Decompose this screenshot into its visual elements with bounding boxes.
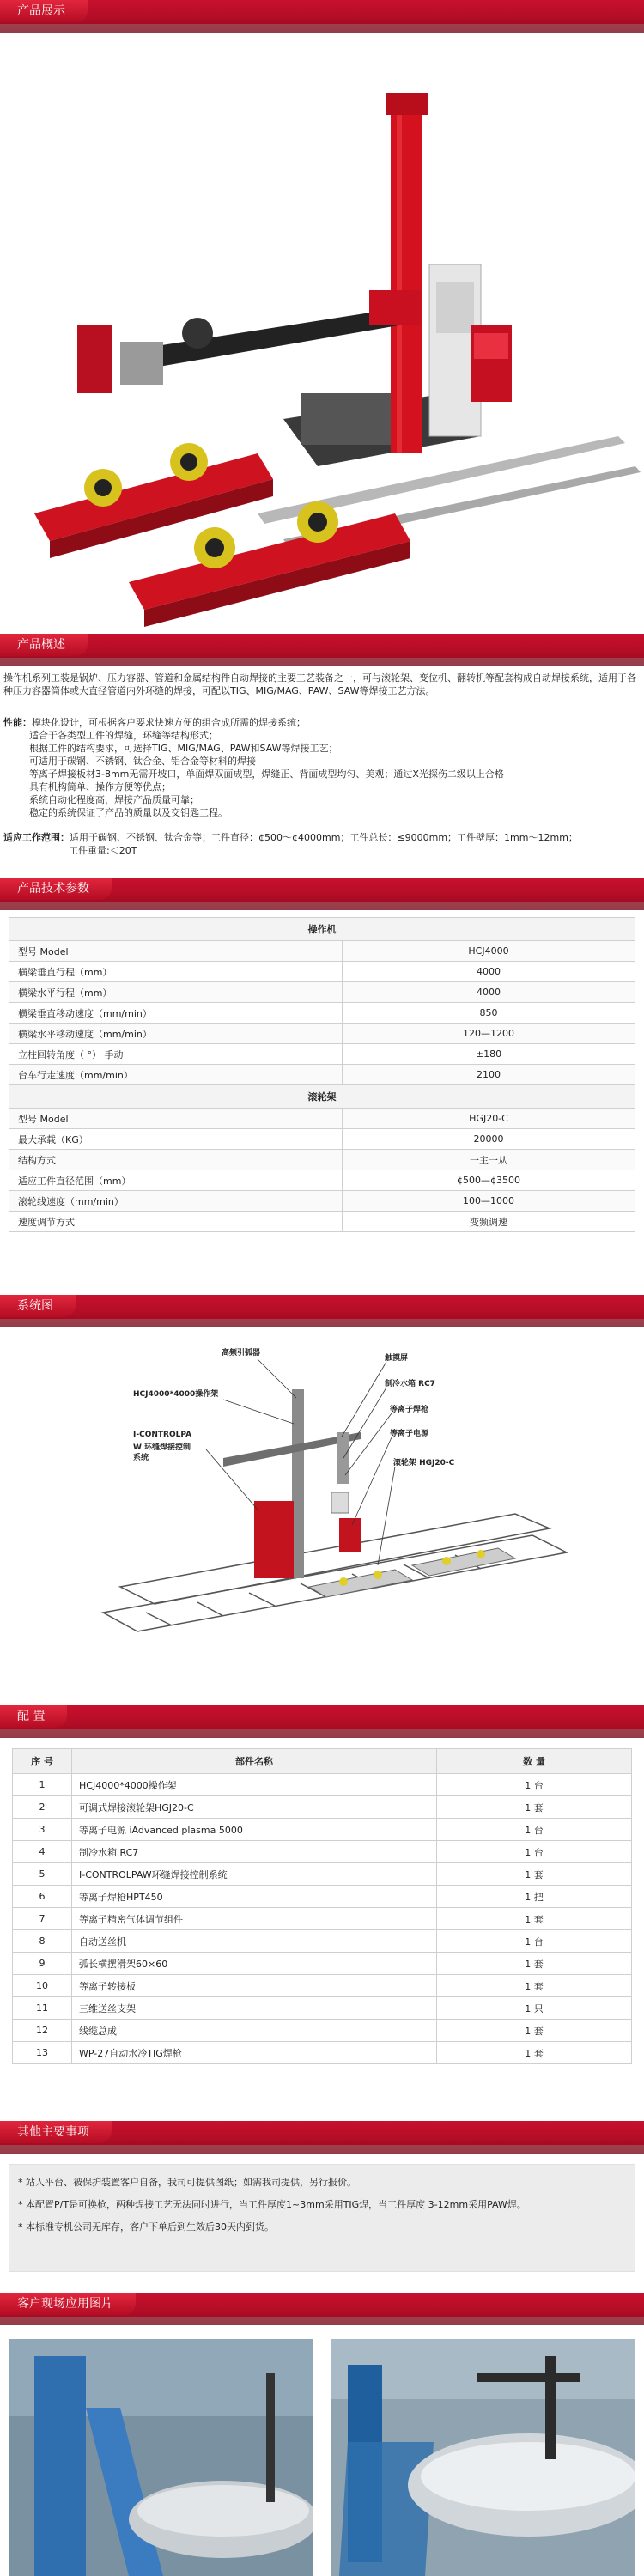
feature-item: 适合于各类型工件的焊缝，环缝等结构形式；: [29, 730, 218, 741]
range-line: 适应工作范围：适用于碳钢、不锈钢、钛合金等；工件直径：¢500～¢4000mm；工件总长：≤9000mm；工件壁厚：1mm～12mm；: [3, 832, 578, 843]
config-qty: 1 台: [437, 1841, 632, 1863]
spec-row: [9, 1003, 635, 1024]
label-touch-screen: 触摸屏: [385, 1354, 409, 1363]
col-qty: 数 量: [437, 1749, 632, 1774]
spec-value: 4000: [343, 962, 635, 982]
spec-row: [9, 1065, 635, 1085]
config-row: [13, 1975, 632, 1997]
label-plasma-power: 等离子电源: [390, 1430, 429, 1438]
spec-value: HGJ20-C: [343, 1109, 635, 1129]
config-row: [13, 1819, 632, 1841]
config-part-name: 弧长横摆滑架60×60: [72, 1953, 437, 1975]
config-part-name: I-CONTROLPAW环缝焊接控制系统: [72, 1863, 437, 1886]
spec-row: [9, 1109, 635, 1129]
config-no: 10: [13, 1975, 72, 1997]
section-header-config: [0, 1705, 644, 1738]
section-title: 其他主要事项: [0, 2121, 112, 2143]
config-part-name: 等离子电源 iAdvanced plasma 5000: [72, 1819, 437, 1841]
features-label: 性能：: [3, 717, 32, 728]
spec-key: 最大承载（KG）: [9, 1129, 343, 1150]
spec-value: ±180: [343, 1044, 635, 1065]
config-row: [13, 1796, 632, 1819]
label-water-tank: 制冷水箱 RC7: [385, 1380, 435, 1388]
notes-box: [9, 2164, 635, 2272]
config-no: 6: [13, 1886, 72, 1908]
config-qty: 1 套: [437, 2042, 632, 2064]
spec-value: ¢500—¢3500: [343, 1170, 635, 1191]
overview-text: [0, 666, 644, 890]
config-qty: 1 套: [437, 2020, 632, 2042]
spec-group-title: 滚轮架: [9, 1085, 635, 1109]
col-no: 序 号: [13, 1749, 72, 1774]
config-part-name: WP-27自动水冷TIG焊枪: [72, 2042, 437, 2064]
range-weight: 工件重量:＜20T: [69, 845, 137, 856]
spec-key: 横梁水平行程（mm）: [9, 982, 343, 1003]
range-label: 适应工作范围：: [3, 832, 70, 843]
config-qty: 1 套: [437, 1975, 632, 1997]
config-no: 1: [13, 1774, 72, 1796]
section-title: 产品技术参数: [0, 878, 112, 900]
label-control-system-2: W 环缝焊接控制: [133, 1443, 191, 1452]
section-header-product-display: [0, 0, 644, 33]
config-row: [13, 1774, 632, 1796]
spec-key: 台车行走速度（mm/min）: [9, 1065, 343, 1085]
section-header-specs: [0, 878, 644, 910]
config-part-name: 自动送丝机: [72, 1930, 437, 1953]
config-no: 12: [13, 2020, 72, 2042]
feature-item: 根据工件的结构要求，可选择TIG、MIG/MAG、PAW和SAW等焊接工艺；: [29, 743, 338, 754]
spec-value: 120—1200: [343, 1024, 635, 1044]
spec-key: 横梁水平移动速度（mm/min）: [9, 1024, 343, 1044]
config-qty: 1 套: [437, 1908, 632, 1930]
spec-table: [9, 917, 635, 1232]
config-no: 11: [13, 1997, 72, 2020]
config-no: 13: [13, 2042, 72, 2064]
section-header-site-photos: [0, 2293, 644, 2325]
config-qty: 1 把: [437, 1886, 632, 1908]
spec-key: 型号 Model: [9, 1109, 343, 1129]
spec-row: [9, 941, 635, 962]
spec-value: 20000: [343, 1129, 635, 1150]
spec-group-row: [9, 918, 635, 941]
welding-manipulator-illustration: [0, 33, 644, 634]
spec-key: 结构方式: [9, 1150, 343, 1170]
system-diagram: [0, 1329, 644, 1683]
config-row: [13, 1930, 632, 1953]
feature-item: 系统自动化程度高，焊接产品质量可靠；: [29, 794, 199, 805]
config-row: [13, 1997, 632, 2020]
label-roller-stand: 滚轮架 HGJ20-C: [393, 1459, 455, 1467]
spec-row: [9, 1150, 635, 1170]
section-title: 客户现场应用图片: [0, 2293, 136, 2315]
spec-row: [9, 1212, 635, 1232]
note-item: * 站人平台、被保护装置客户自备，我司可提供图纸；如需我司提供，另行报价。: [18, 2177, 356, 2188]
spec-row: [9, 982, 635, 1003]
section-title: 配 置: [0, 1705, 67, 1728]
spec-group-row: [9, 1085, 635, 1109]
spec-row: [9, 1170, 635, 1191]
section-title: 系统图: [0, 1295, 76, 1317]
spec-key: 速度调节方式: [9, 1212, 343, 1232]
section-header-overview: [0, 634, 644, 666]
config-part-name: 等离子转接板: [72, 1975, 437, 1997]
label-control-system-3: 系统: [133, 1454, 149, 1462]
config-qty: 1 只: [437, 1997, 632, 2020]
spec-value: 100—1000: [343, 1191, 635, 1212]
spec-key: 型号 Model: [9, 941, 343, 962]
config-row: [13, 1886, 632, 1908]
spec-value: 4000: [343, 982, 635, 1003]
spec-row: [9, 1129, 635, 1150]
col-part: 部件名称: [72, 1749, 437, 1774]
section-header-notes: [0, 2121, 644, 2154]
config-qty: 1 套: [437, 1953, 632, 1975]
config-no: 5: [13, 1863, 72, 1886]
section-header-system-diagram: [0, 1295, 644, 1327]
spec-value: 变频调速: [343, 1212, 635, 1232]
config-row: [13, 2020, 632, 2042]
config-row: [13, 2042, 632, 2064]
spec-key: 横梁垂直行程（mm）: [9, 962, 343, 982]
site-photo-right: [331, 2339, 635, 2576]
spec-value: HCJ4000: [343, 941, 635, 962]
config-part-name: 制冷水箱 RC7: [72, 1841, 437, 1863]
label-manipulator: HCJ4000*4000操作架: [133, 1390, 219, 1399]
config-part-name: 等离子精密气体调节组件: [72, 1908, 437, 1930]
spec-value: 2100: [343, 1065, 635, 1085]
config-row: [13, 1908, 632, 1930]
config-part-name: 线缆总成: [72, 2020, 437, 2042]
config-qty: 1 台: [437, 1774, 632, 1796]
config-table: [12, 1748, 632, 2064]
features-line-0: 性能：模块化设计，可根据客户要求快速方便的组合成所需的焊接系统；: [3, 717, 306, 728]
roller-stand-left: [34, 443, 273, 558]
spec-row: [9, 962, 635, 982]
config-part-name: 等离子焊枪HPT450: [72, 1886, 437, 1908]
label-hf-arc-starter: 高频引弧器: [222, 1349, 261, 1358]
note-item: * 本配置P/T是可换枪，两种焊接工艺无法同时进行，当工件厚度1~3mm采用TIG焊，当工件厚度 3-12mm采用PAW焊。: [18, 2199, 526, 2210]
spec-key: 横梁垂直移动速度（mm/min）: [9, 1003, 343, 1024]
section-title: 产品展示: [0, 0, 88, 22]
config-qty: 1 套: [437, 1863, 632, 1886]
config-no: 7: [13, 1908, 72, 1930]
spec-row: [9, 1024, 635, 1044]
feature-item: 等离子焊接板材3-8mm无需开坡口，单面焊双面成型，焊缝正、背面成型均匀、美观；通过X光探伤二级以上合格: [29, 769, 504, 780]
system-diagram-drawing: [0, 1329, 644, 1683]
feature-item: 可适用于碳钢、不锈钢、钛合金、铝合金等材料的焊接: [29, 756, 256, 767]
label-control-system-1: I-CONTROLPA: [133, 1431, 192, 1439]
section-title: 产品概述: [0, 634, 88, 656]
site-photo-left: [9, 2339, 313, 2576]
config-no: 3: [13, 1819, 72, 1841]
config-row: [13, 1841, 632, 1863]
config-no: 2: [13, 1796, 72, 1819]
config-part-name: HCJ4000*4000操作架: [72, 1774, 437, 1796]
spec-value: 850: [343, 1003, 635, 1024]
config-part-name: 可调式焊接滚轮架HGJ20-C: [72, 1796, 437, 1819]
spec-row: [9, 1044, 635, 1065]
spec-key: 滚轮线速度（mm/min）: [9, 1191, 343, 1212]
config-no: 9: [13, 1953, 72, 1975]
config-part-name: 三维送丝支架: [72, 1997, 437, 2020]
config-qty: 1 套: [437, 1796, 632, 1819]
config-row: [13, 1953, 632, 1975]
config-qty: 1 台: [437, 1930, 632, 1953]
product-photo: [0, 33, 644, 634]
overview-intro: 操作机系列工装是锅炉、压力容器、管道和金属结构件自动焊接的主要工艺装备之一，可与滚轮架、变位机、翻转机等配套构成自动焊接系统，适用于各种压力容器筒体或大直径管道内外环缝的焊接，可配以TIG、MIG/MAG、PAW、SAW等焊接工艺方法。: [3, 672, 636, 696]
note-item: * 本标准专机公司无库存，客户下单后到生效后30天内到货。: [18, 2221, 274, 2233]
config-qty: 1 台: [437, 1819, 632, 1841]
feature-item: 具有机构简单、操作方便等优点；: [29, 781, 171, 793]
config-row: [13, 1863, 632, 1886]
config-header-row: [13, 1749, 632, 1774]
feature-item: 稳定的系统保证了产品的质量以及交钥匙工程。: [29, 807, 228, 818]
spec-key: 适应工件直径范围（mm）: [9, 1170, 343, 1191]
config-no: 4: [13, 1841, 72, 1863]
spec-key: 立柱回转角度（ °） 手动: [9, 1044, 343, 1065]
config-no: 8: [13, 1930, 72, 1953]
spec-group-title: 操作机: [9, 918, 635, 941]
spec-row: [9, 1191, 635, 1212]
label-plasma-torch: 等离子焊枪: [390, 1406, 429, 1414]
spec-value: 一主一从: [343, 1150, 635, 1170]
